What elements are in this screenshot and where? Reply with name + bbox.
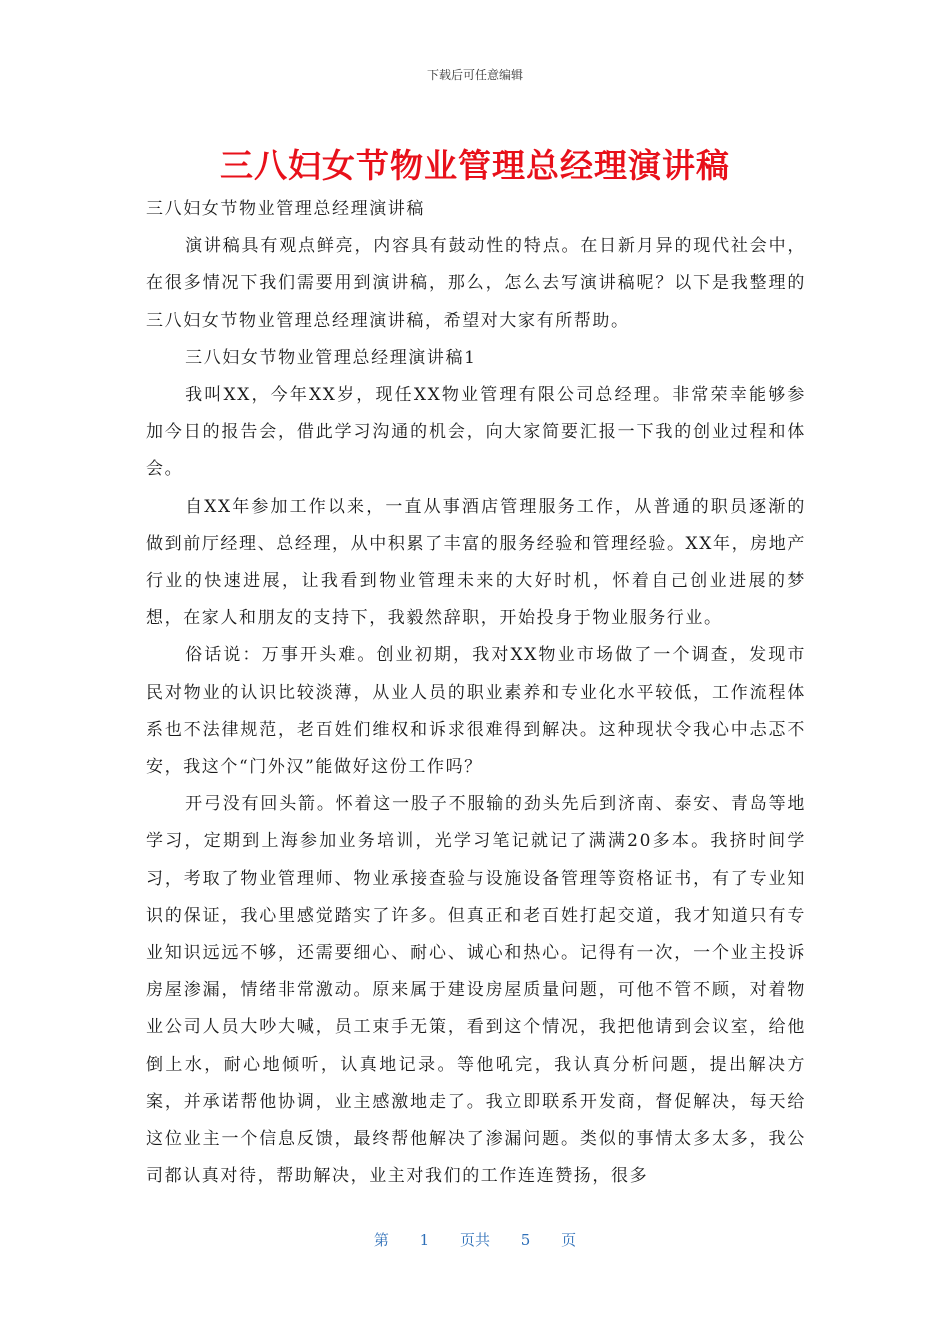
body-paragraph: 自XX年参加工作以来，一直从事酒店管理服务工作，从普通的职员逐渐的做到前厅经理、总经理，从中积累了丰富的服务经验和管理经验。XX年，房地产行业的快速进展，让我看到物业管理未来的大好时机，怀着自己创业进展的梦想，在家人和朋友的支持下，我毅然辞职，开始投身于物业服务行业。: [146, 496, 806, 629]
page-label-middle: 页共: [459, 1231, 490, 1249]
document-title: 三八妇女节物业管理总经理演讲稿: [220, 146, 730, 185]
page-label-prefix: 第: [373, 1231, 389, 1249]
page-current-number: 1: [419, 1231, 430, 1249]
page-total-number: 5: [520, 1231, 531, 1249]
page-label-suffix: 页: [561, 1231, 577, 1249]
document-body: [146, 191, 806, 1195]
body-paragraph: 俗话说：万事开头难。创业初期，我对XX物业市场做了一个调查，发现市民对物业的认识比较淡薄，从业人员的职业素养和专业化水平较低，工作流程体系也不法律规范，老百姓们维权和诉求很难得到解决。这种现状令我心中忐忑不安，我这个“门外汉”能做好这份工作吗？: [146, 645, 806, 778]
body-paragraph: 开弓没有回头箭。怀着这一股子不服输的劲头先后到济南、泰安、青岛等地学习，定期到上海参加业务培训，光学习笔记就记了满满20多本。我挤时间学习，考取了物业管理师、物业承接查验与设施设备管理等资格证书，有了专业知识的保证，我心里感觉踏实了许多。但真正和老百姓打起交道，我才知道只有专业知识远远不够，还需要细心、耐心、诚心和热心。记得有一次，一个业主投诉房屋渗漏，情绪非常激动。原来属于建设房屋质量问题，可他不管不顾，对着物业公司人员大吵大喊，员工束手无策，看到这个情况，我把他请到会议室，给他倒上水，耐心地倾听，认真地记录。等他吼完，我认真分析问题，提出解决方案，并承诺帮他协调，业主感激地走了。我立即联系开发商，督促解决，每天给这位业主一个信息反馈，最终帮他解决了渗漏问题。类似的事情太多太多，我公司都认真对待，帮助解决，业主对我们的工作连连赞扬，很多: [146, 794, 806, 1187]
section-heading: 三八妇女节物业管理总经理演讲稿1: [185, 347, 477, 368]
subtitle-paragraph: 三八妇女节物业管理总经理演讲稿: [146, 199, 425, 219]
page-footer: [0, 1229, 950, 1250]
intro-paragraph: 演讲稿具有观点鲜亮，内容具有鼓动性的特点。在日新月异的现代社会中，在很多情况下我们需要用到演讲稿，那么，怎么去写演讲稿呢？以下是我整理的三八妇女节物业管理总经理演讲稿，希望对大家有所帮助。: [146, 236, 806, 331]
body-paragraph: 我叫XX，今年XX岁，现任XX物业管理有限公司总经理。非常荣幸能够参加今日的报告会，借此学习沟通的机会，向大家简要汇报一下我的创业过程和体会。: [146, 385, 806, 480]
header-note: 下载后可任意编辑: [426, 68, 523, 82]
